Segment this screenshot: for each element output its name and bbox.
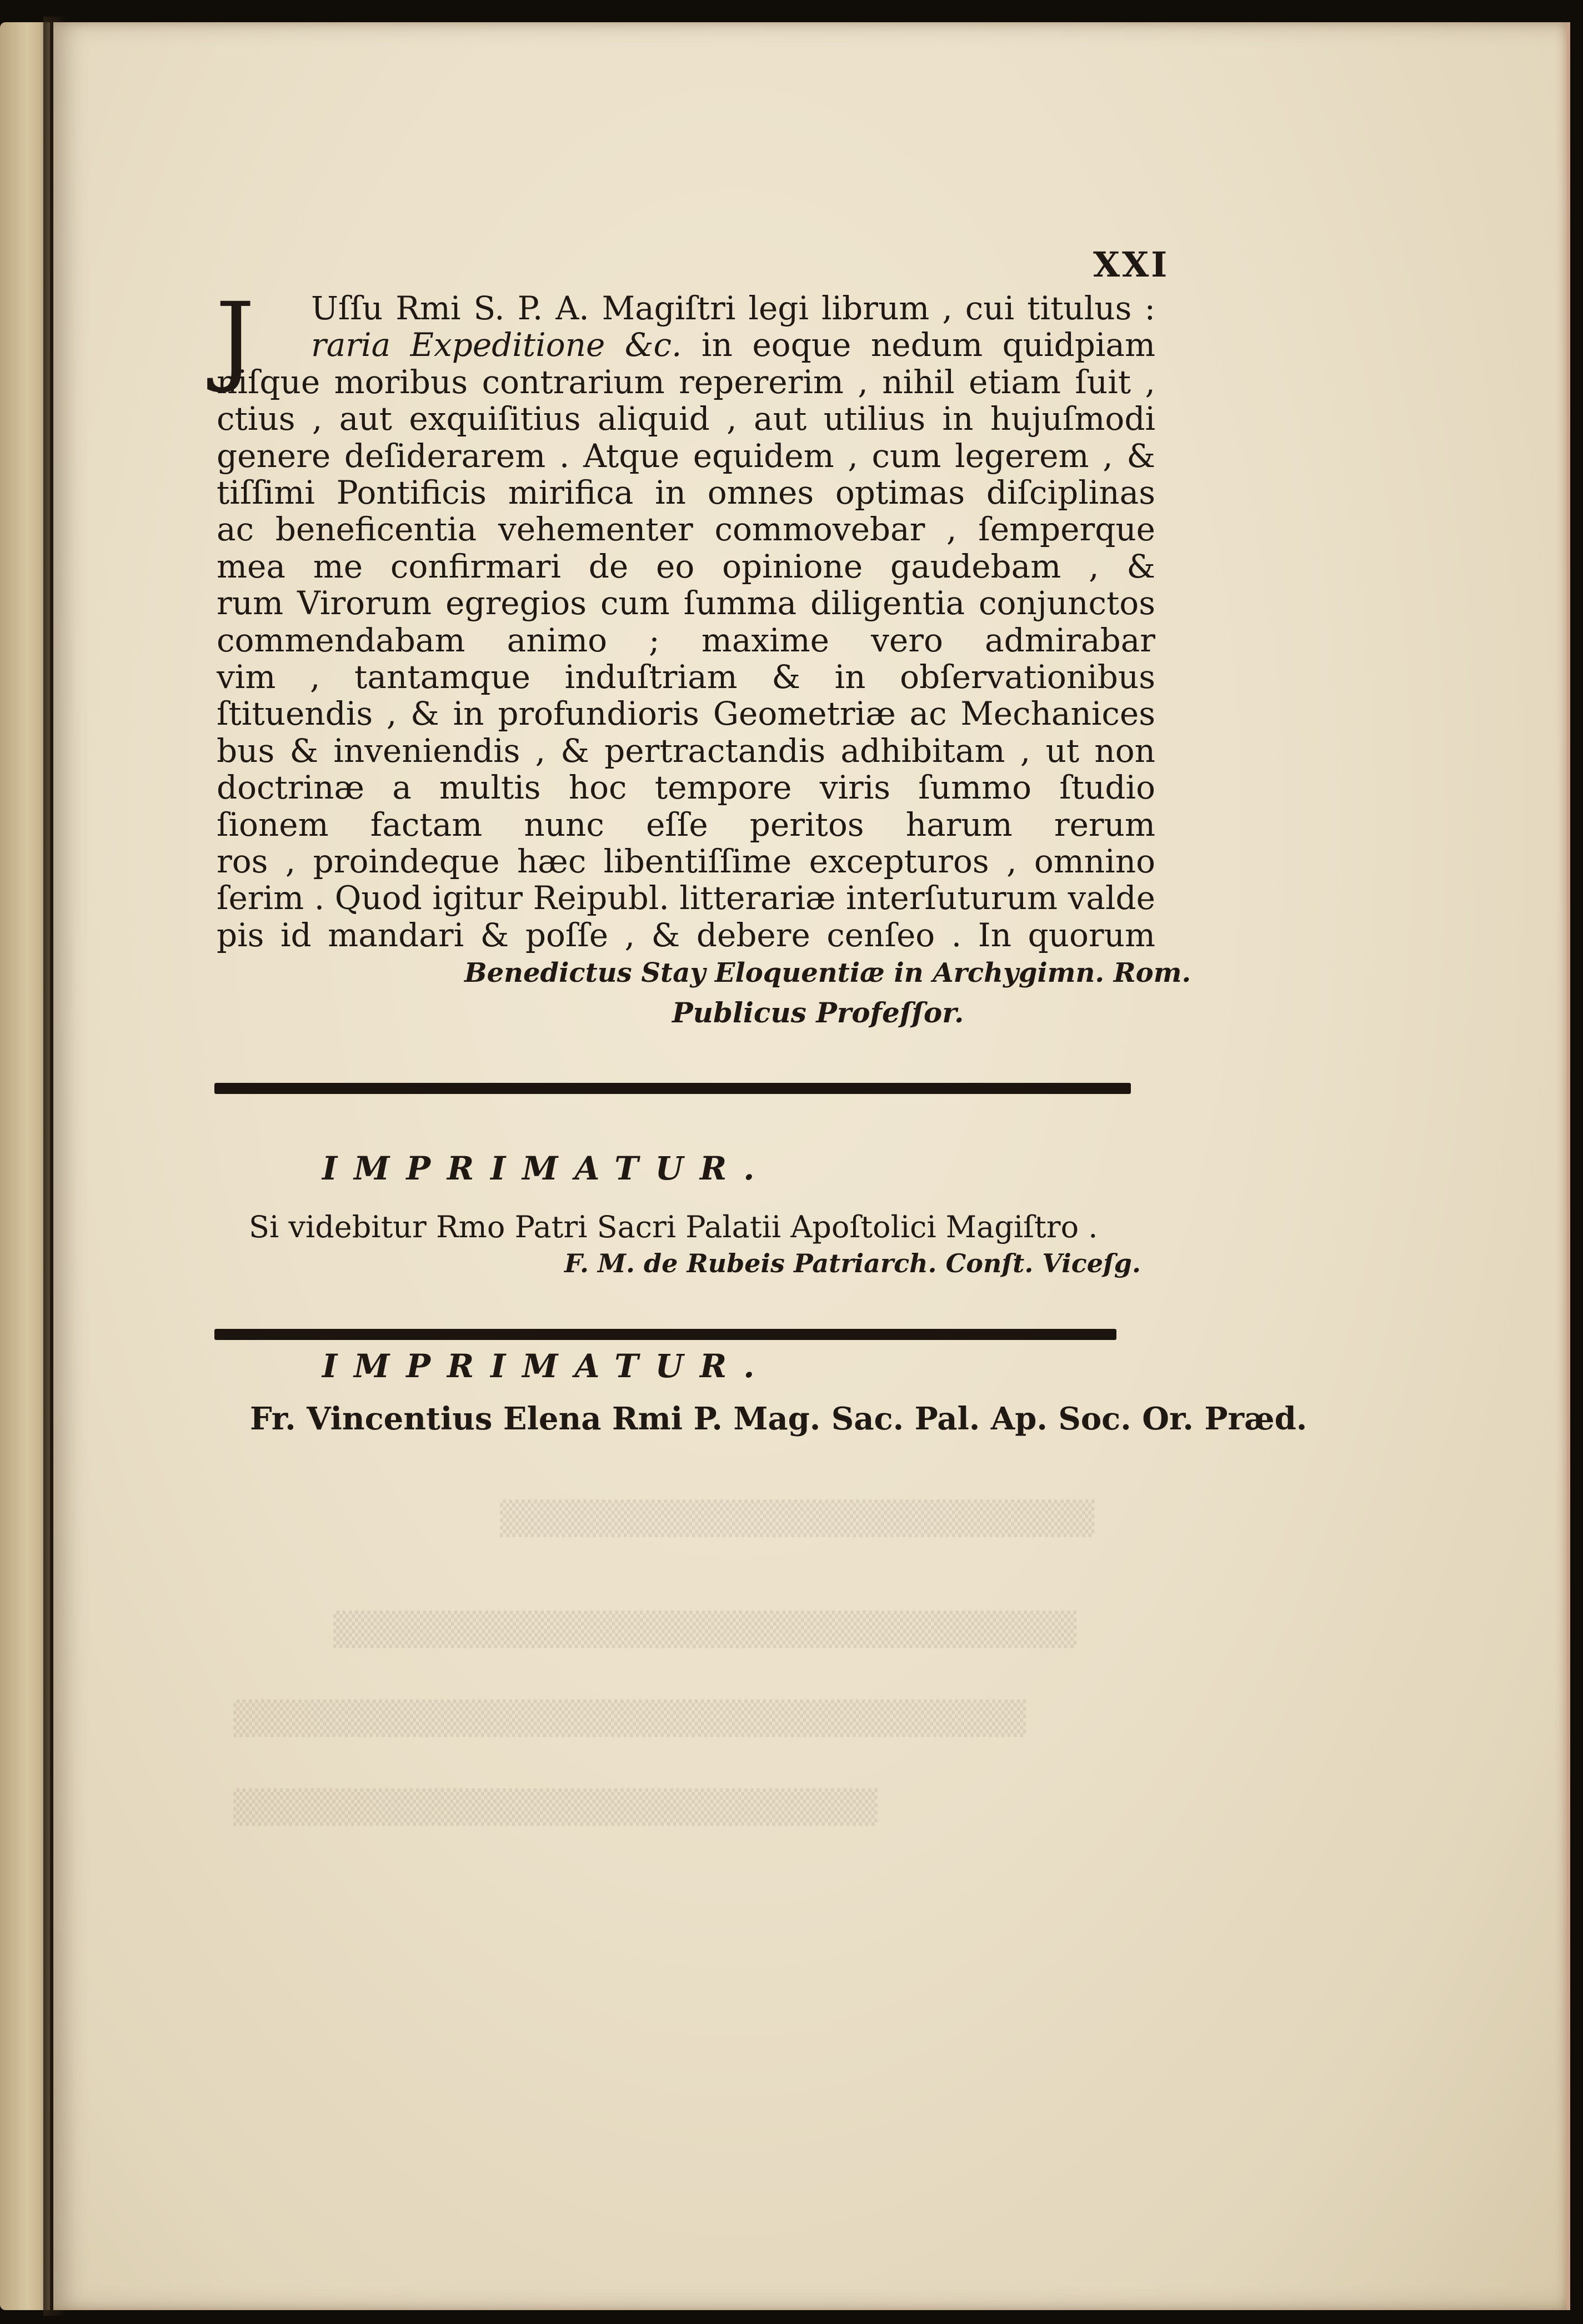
imprimatur-heading: IMPRIMATUR. [322, 1347, 772, 1385]
approbation-line [217, 585, 1155, 621]
line-text: mea me confirmari de eo opinione gaudebam , & [217, 548, 1155, 585]
approbation-line [217, 364, 1155, 400]
approbation-line [217, 880, 1155, 916]
line-text: niſque moribus contrarium repererim , nihil etiam ſuit , [217, 363, 1155, 400]
line-text: rum Virorum egregios cum ſumma diligentia conjunctos [217, 585, 1155, 622]
approbation-signature-title: Publicus Profeſſor. [672, 996, 964, 1029]
show-through-text: ▒▒▒▒▒▒▒▒▒▒▒▒▒▒▒▒▒▒▒▒▒▒▒▒▒▒▒▒▒▒ [333, 1610, 1077, 1648]
approbation-line [217, 548, 1155, 585]
approbation-line [217, 769, 1155, 806]
approbation-line [217, 732, 1155, 769]
approbation-line [217, 400, 1155, 437]
line-text: ctius , aut exquiſitius aliquid , aut utilius in hujuſmodi [217, 400, 1155, 438]
show-through-text: ▒▒▒▒▒▒▒▒▒▒▒▒▒▒▒▒▒▒▒▒▒▒▒▒ [500, 1499, 1095, 1537]
facing-page-edge [0, 22, 50, 2310]
imprimatur-text: Si videbitur Rmo Patri Sacri Palatii Apoſtolici Magiſtro . [249, 1209, 1098, 1244]
line-text: ſionem factam nunc eſſe peritos harum rerum [217, 806, 1155, 843]
show-through-text: ▒▒▒▒▒▒▒▒▒▒▒▒▒▒▒▒▒▒▒▒▒▒▒▒▒▒ [233, 1788, 878, 1826]
line-text: doctrinæ a multis hoc tempore viris ſummo ſtudio [217, 769, 1155, 806]
approbation-line [217, 474, 1155, 511]
line-text: pis id mandari & poſſe , & debere cenſeo . In quorum [217, 916, 1155, 953]
section-rule [214, 1329, 1116, 1340]
approbation-line [217, 511, 1155, 548]
imprimatur-signature: F. M. de Rubeis Patriarch. Conſt. Viceſg. [564, 1248, 1141, 1278]
approbation-line [217, 843, 1155, 880]
approbation-signature: Benedictus Stay Eloquentiæ in Archygimn. Rom. [464, 957, 1191, 988]
line-text: ros , proindeque hæc libentiſſime excepturos , omnino [217, 843, 1155, 880]
approbation-line [311, 327, 1155, 363]
approbation-line [217, 622, 1155, 659]
approbation-line [217, 917, 1155, 953]
italic-text: raria Expeditione &c. [311, 327, 682, 364]
approbation-line [217, 806, 1155, 843]
drop-cap: J [216, 282, 255, 395]
page-number: XXI [1093, 244, 1170, 285]
line-text: genere deſiderarem . Atque equidem , cum legerem , & [217, 437, 1155, 474]
line-text: Uſſu Rmi S. P. A. Magiſtri legi librum , cui titulus : [311, 290, 1155, 327]
approbation-line [217, 438, 1155, 474]
line-text: ac beneficentia vehementer commovebar , ſemperque [217, 511, 1155, 548]
line-text: vim , tantamque induſtriam & in obſervationibus [217, 659, 1155, 695]
imprimatur-text: Fr. Vincentius Elena Rmi P. Mag. Sac. Pal. Ap. Soc. Or. Præd. [250, 1401, 1308, 1437]
line-text: ſtituendis , & in profundioris Geometriæ ac Mechanices [217, 695, 1155, 732]
line-text: bus & inveniendis , & pertractandis adhibitam , ut non [217, 732, 1155, 769]
approbation-line [217, 695, 1155, 732]
line-text: commendabam animo ; maxime vero admirabar [217, 621, 1155, 659]
approbation-line [311, 290, 1155, 327]
line-text: ſerim . Quod igitur Reipubl. litterariæ interſuturum valde [217, 880, 1155, 917]
line-text: in eoque nedum quidpiam [701, 327, 1155, 364]
section-rule [214, 1083, 1131, 1094]
line-text: tiſſimi Pontificis mirifica in omnes optimas diſciplinas [217, 474, 1155, 511]
show-through-text: ▒▒▒▒▒▒▒▒▒▒▒▒▒▒▒▒▒▒▒▒▒▒▒▒▒▒▒▒▒▒▒▒ [233, 1699, 1026, 1737]
imprimatur-heading: IMPRIMATUR. [322, 1150, 772, 1187]
approbation-line [217, 659, 1155, 695]
